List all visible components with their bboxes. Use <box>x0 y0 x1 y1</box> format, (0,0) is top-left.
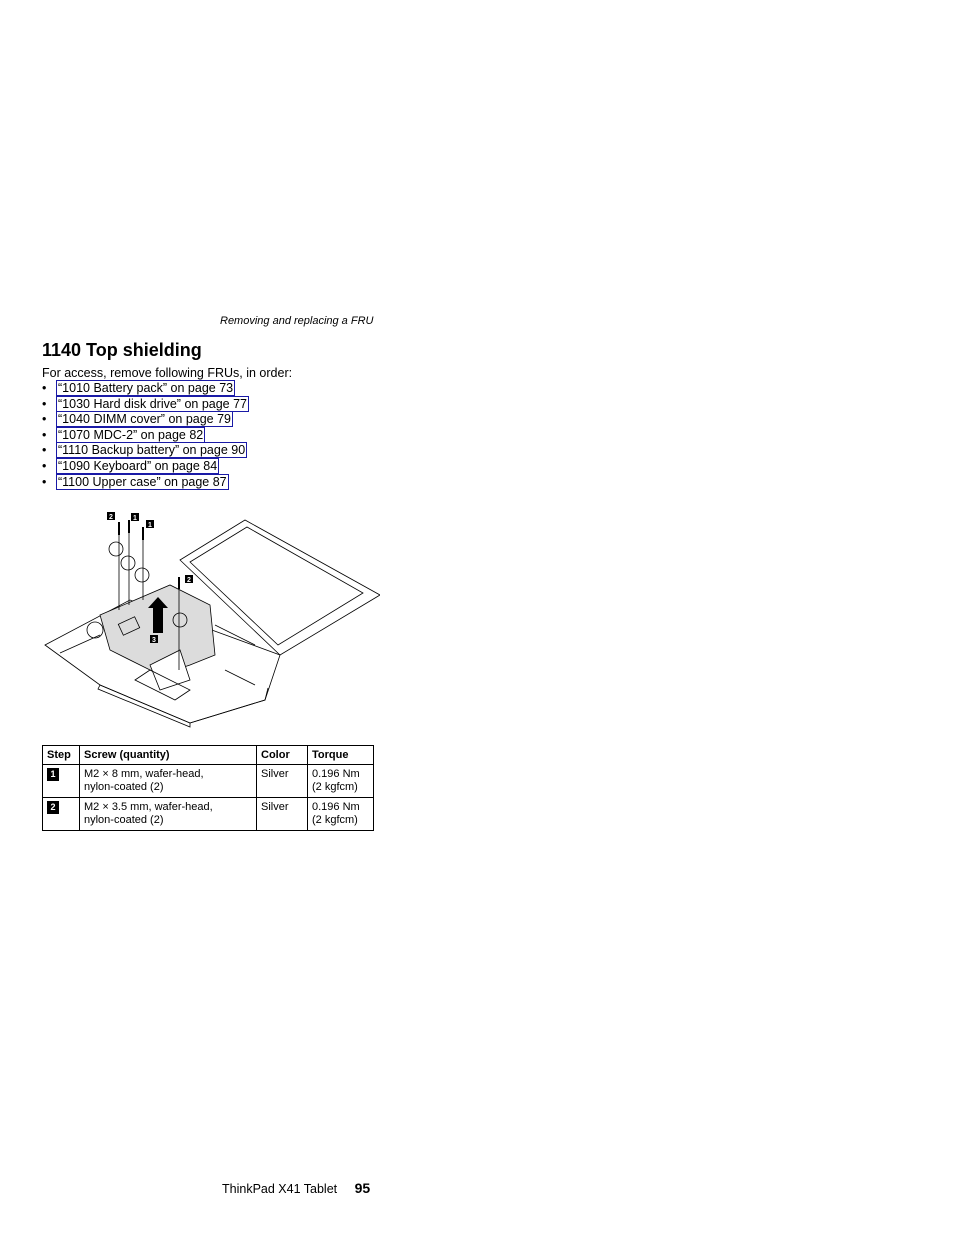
list-item <box>42 428 249 444</box>
bullet-icon: • <box>42 443 47 458</box>
color-cell: Silver <box>257 765 308 798</box>
bullet-icon: • <box>42 396 47 411</box>
fru-link-keyboard[interactable]: “1090 Keyboard” on page 84 <box>58 458 218 473</box>
fru-link-upper-case[interactable]: “1100 Upper case” on page 87 <box>58 474 227 489</box>
step-badge: 2 <box>47 801 59 814</box>
list-item <box>42 459 249 475</box>
page-number: 95 <box>354 1180 371 1196</box>
list-item <box>42 412 249 428</box>
bullet-icon: • <box>42 474 47 489</box>
step-cell <box>43 765 80 798</box>
fru-link-mdc-2[interactable]: “1070 MDC-2” on page 82 <box>58 427 204 442</box>
callout-label: 1 <box>133 515 137 522</box>
page-footer <box>222 1180 370 1196</box>
product-name: ThinkPad X41 Tablet <box>222 1182 338 1196</box>
list-item <box>42 381 249 397</box>
rotate-icon <box>121 556 135 570</box>
callout-label: 3 <box>152 637 156 644</box>
table-header-row <box>43 746 374 765</box>
column-header-torque: Torque <box>308 746 374 765</box>
bullet-icon: • <box>42 458 47 473</box>
screw-table <box>42 745 374 831</box>
step-badge: 1 <box>47 768 59 781</box>
callout-label: 2 <box>109 514 113 521</box>
table-row <box>43 798 374 831</box>
torque-cell: 0.196 Nm (2 kgfcm) <box>308 798 374 831</box>
table-row <box>43 765 374 798</box>
torque-cell: 0.196 Nm (2 kgfcm) <box>308 765 374 798</box>
section-title: 1140 Top shielding <box>42 340 202 360</box>
fru-link-dimm-cover[interactable]: “1040 DIMM cover” on page 79 <box>58 412 232 427</box>
fru-link-hard-disk-drive[interactable]: “1030 Hard disk drive” on page 77 <box>58 396 248 411</box>
bullet-icon: • <box>42 427 47 442</box>
callout-label: 1 <box>148 522 152 529</box>
top-shielding-illustration <box>40 505 380 730</box>
intro-text: For access, remove following FRUs, in order: <box>42 366 293 380</box>
step-cell <box>43 798 80 831</box>
fru-list <box>42 381 249 490</box>
color-cell: Silver <box>257 798 308 831</box>
laptop-disassembly-diagram <box>40 505 380 730</box>
rotate-icon <box>109 542 123 556</box>
column-header-screw: Screw (quantity) <box>80 746 257 765</box>
column-header-color: Color <box>257 746 308 765</box>
bullet-icon: • <box>42 381 47 395</box>
bullet-icon: • <box>42 412 47 427</box>
rotate-icon <box>135 568 149 582</box>
column-header-step: Step <box>43 746 80 765</box>
screw-cell: M2 × 3.5 mm, wafer-head, nylon-coated (2) <box>80 798 257 831</box>
fru-link-battery-pack[interactable]: “1010 Battery pack” on page 73 <box>58 381 234 395</box>
running-head: Removing and replacing a FRU <box>220 315 374 327</box>
callout-label: 2 <box>187 577 191 584</box>
list-item <box>42 475 249 491</box>
screw-cell: M2 × 8 mm, wafer-head, nylon-coated (2) <box>80 765 257 798</box>
fru-link-backup-battery[interactable]: “1110 Backup battery” on page 90 <box>58 443 246 458</box>
list-item <box>42 397 249 413</box>
list-item <box>42 443 249 459</box>
